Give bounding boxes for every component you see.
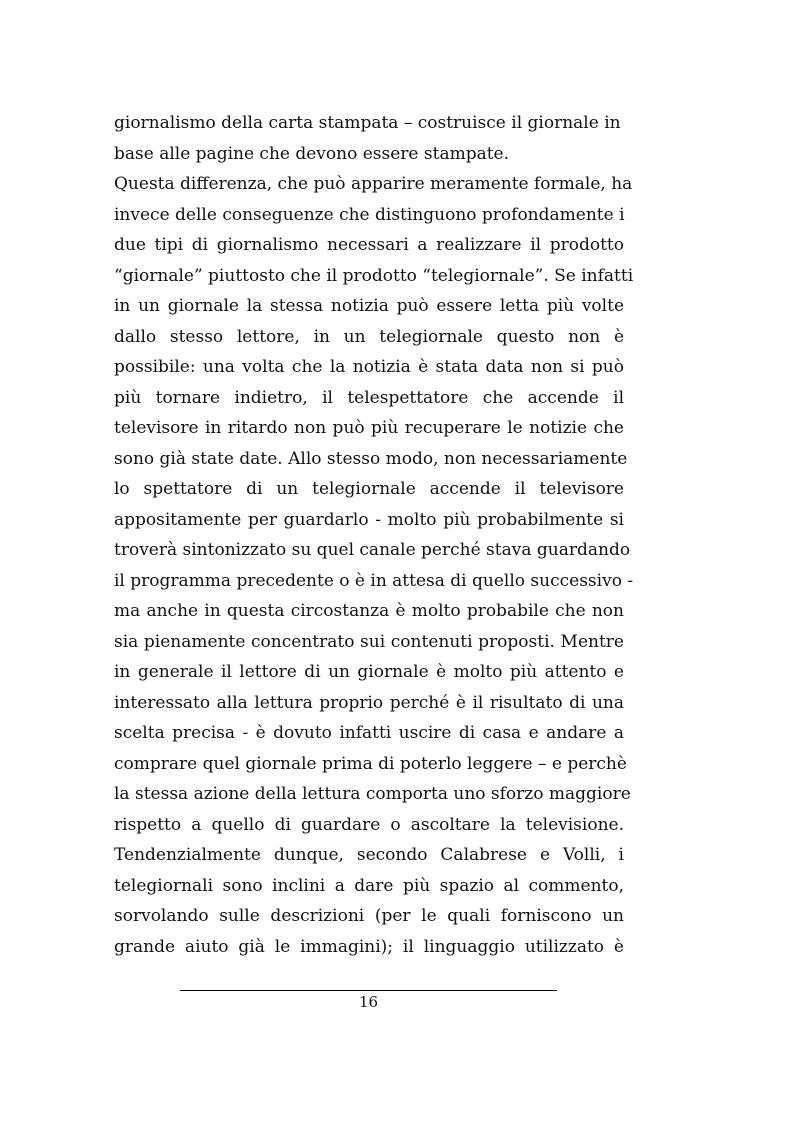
text-line: rispetto a quello di guardare o ascoltare la televisione. — [114, 814, 624, 835]
text-line: giornalismo della carta stampata – costruisce il giornale in — [114, 113, 621, 133]
text-line: più tornare indietro, il telespettatore che accende il — [114, 387, 624, 408]
text-line: sorvolando sulle descrizioni (per le quali forniscono un — [114, 906, 624, 926]
text-line: due tipi di giornalismo necessari a realizzare il prodotto — [114, 235, 624, 255]
text-line: appositamente per guardarlo - molto più probabilmente si — [114, 509, 624, 530]
text-line: Tendenzialmente dunque, secondo Calabrese e Volli, i — [114, 845, 624, 865]
text-line: interessato alla lettura proprio perché è il risultato di una — [114, 692, 624, 713]
text-line: “giornale” piuttosto che il prodotto “telegiornale”. Se infatti — [114, 265, 634, 286]
text-line: Questa differenza, che può apparire meramente formale, ha — [114, 174, 633, 194]
text-line: la stessa azione della lettura comporta uno sforzo maggiore — [114, 784, 631, 804]
text-line: dallo stesso lettore, in un telegiornale questo non è — [114, 326, 624, 347]
text-line: televisore in ritardo non può più recuperare le notizie che — [114, 418, 624, 438]
text-line: sono già state date. Allo stesso modo, non necessariamente — [114, 448, 628, 469]
text-line: grande aiuto già le immagini); il linguaggio utilizzato è — [114, 936, 624, 957]
text-line: sia pienamente concentrato sui contenuti proposti. Mentre — [114, 631, 624, 652]
text-line: in un giornale la stessa notizia può essere letta più volte — [114, 296, 624, 316]
text-line: possibile: una volta che la notizia è stata data non si può — [114, 357, 624, 377]
footer-divider — [180, 990, 557, 991]
text-line: base alle pagine che devono essere stampate. — [114, 143, 510, 164]
body-text — [114, 108, 634, 962]
text-line: telegiornali sono inclini a dare più spazio al commento, — [114, 875, 624, 896]
text-line: lo spettatore di un telegiornale accende il televisore — [114, 479, 624, 499]
text-line: invece delle conseguenze che distinguono profondamente i — [114, 204, 625, 225]
page-number: 16 — [358, 993, 379, 1011]
text-line: ma anche in questa circostanza è molto probabile che non — [114, 601, 624, 621]
text-line: comprare quel giornale prima di poterlo leggere – e perchè — [114, 753, 627, 774]
text-line: in generale il lettore di un giornale è molto più attento e — [114, 662, 624, 682]
text-line: scelta precisa - è dovuto infatti uscire di casa e andare a — [114, 723, 624, 743]
text-line: il programma precedente o è in attesa di quello successivo - — [114, 570, 634, 591]
text-line: troverà sintonizzato su quel canale perché stava guardando — [114, 540, 631, 560]
